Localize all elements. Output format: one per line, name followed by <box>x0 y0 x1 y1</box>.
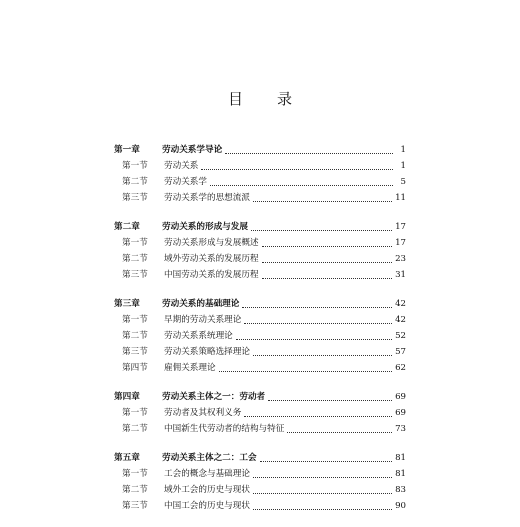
section-number: 第一节 <box>122 161 148 171</box>
section-number: 第二节 <box>122 177 148 187</box>
leader-dots <box>253 191 392 202</box>
section-title: 劳动关系系统理论 <box>164 331 233 341</box>
chapter-block <box>114 296 406 376</box>
chapter-number: 第五章 <box>114 453 140 463</box>
leader-dots <box>253 483 392 494</box>
page-number: 81 <box>395 453 406 463</box>
leader-dots <box>225 143 393 154</box>
leader-dots <box>244 406 392 417</box>
section-title: 中国工会的历史与现状 <box>164 501 250 511</box>
leader-dots <box>262 236 393 247</box>
leader-dots <box>242 297 392 308</box>
section-title: 中国劳动关系的发展历程 <box>164 270 259 280</box>
chapter-number: 第二章 <box>114 222 140 232</box>
section-entry[interactable] <box>114 466 406 482</box>
leader-dots <box>253 345 392 356</box>
leader-dots <box>253 499 392 510</box>
section-number: 第一节 <box>122 408 148 418</box>
chapter-block <box>114 389 406 437</box>
page-number: 69 <box>395 392 406 402</box>
page-number: 57 <box>395 347 406 357</box>
leader-dots <box>260 451 393 462</box>
section-number: 第二节 <box>122 424 148 434</box>
leader-dots <box>244 313 392 324</box>
section-entry[interactable] <box>114 158 406 174</box>
chapter-entry[interactable] <box>114 219 406 235</box>
chapter-entry[interactable] <box>114 450 406 466</box>
chapter-entry[interactable] <box>114 296 406 312</box>
leader-dots <box>251 220 392 231</box>
leader-dots <box>287 422 392 433</box>
chapter-number: 第一章 <box>114 145 140 155</box>
section-title: 劳动关系策略选择理论 <box>164 347 250 357</box>
chapter-title: 劳动关系主体之二：工会 <box>162 453 257 463</box>
section-entry[interactable] <box>114 421 406 437</box>
page-number: 23 <box>395 254 406 264</box>
leader-dots <box>262 268 393 279</box>
page-number: 1 <box>400 145 406 155</box>
section-entry[interactable] <box>114 328 406 344</box>
section-title: 早期的劳动关系理论 <box>164 315 242 325</box>
leader-dots <box>253 467 392 478</box>
page-number: 31 <box>395 270 406 280</box>
page-number: 42 <box>395 299 406 309</box>
section-title: 工会的概念与基础理论 <box>164 469 250 479</box>
chapter-title: 劳动关系的形成与发展 <box>162 222 248 232</box>
section-entry[interactable] <box>114 235 406 251</box>
page-number: 81 <box>395 469 406 479</box>
section-title: 雇佣关系理论 <box>164 363 216 373</box>
section-entry[interactable] <box>114 312 406 328</box>
section-number: 第三节 <box>122 501 148 511</box>
section-title: 域外工会的历史与现状 <box>164 485 250 495</box>
chapter-entry[interactable] <box>114 142 406 158</box>
section-entry[interactable] <box>114 498 406 514</box>
table-of-contents <box>114 142 406 527</box>
page-number: 11 <box>395 193 406 203</box>
page-number: 69 <box>395 408 406 418</box>
section-entry[interactable] <box>114 190 406 206</box>
page-number: 62 <box>395 363 406 373</box>
section-entry[interactable] <box>114 267 406 283</box>
chapter-block <box>114 219 406 283</box>
section-number: 第一节 <box>122 238 148 248</box>
leader-dots <box>201 159 393 170</box>
chapter-title: 劳动关系学导论 <box>162 145 223 155</box>
title-char-2: 录 <box>277 90 293 108</box>
section-entry[interactable] <box>114 405 406 421</box>
page-title <box>0 88 520 109</box>
section-entry[interactable] <box>114 344 406 360</box>
section-title: 劳动关系形成与发展概述 <box>164 238 259 248</box>
chapter-number: 第四章 <box>114 392 140 402</box>
section-number: 第一节 <box>122 469 148 479</box>
page-number: 1 <box>400 161 406 171</box>
section-entry[interactable] <box>114 360 406 376</box>
section-number: 第三节 <box>122 347 148 357</box>
section-number: 第三节 <box>122 270 148 280</box>
section-number: 第四节 <box>122 363 148 373</box>
page-number: 5 <box>400 177 406 187</box>
chapter-title: 劳动关系主体之一：劳动者 <box>162 392 266 402</box>
chapter-entry[interactable] <box>114 389 406 405</box>
section-number: 第二节 <box>122 254 148 264</box>
page-number: 90 <box>395 501 406 511</box>
leader-dots <box>262 252 393 263</box>
page-number: 52 <box>395 331 406 341</box>
section-number: 第二节 <box>122 485 148 495</box>
title-char-1: 目 <box>227 90 243 108</box>
page-number: 73 <box>395 424 406 434</box>
leader-dots <box>219 361 392 372</box>
chapter-number: 第三章 <box>114 299 140 309</box>
leader-dots <box>268 390 392 401</box>
section-title: 劳动关系学 <box>164 177 207 187</box>
chapter-block <box>114 450 406 514</box>
section-number: 第一节 <box>122 315 148 325</box>
section-title: 劳动者及其权利义务 <box>164 408 242 418</box>
leader-dots <box>210 175 393 186</box>
section-title: 劳动关系学的思想流派 <box>164 193 250 203</box>
page-number: 17 <box>395 238 406 248</box>
page-number: 17 <box>395 222 406 232</box>
section-entry[interactable] <box>114 482 406 498</box>
section-title: 域外劳动关系的发展历程 <box>164 254 259 264</box>
section-entry[interactable] <box>114 174 406 190</box>
section-entry[interactable] <box>114 251 406 267</box>
section-number: 第三节 <box>122 193 148 203</box>
page-number: 83 <box>395 485 406 495</box>
section-title: 劳动关系 <box>164 161 199 171</box>
section-title: 中国新生代劳动者的结构与特征 <box>164 424 285 434</box>
page-number: 42 <box>395 315 406 325</box>
section-number: 第二节 <box>122 331 148 341</box>
chapter-block <box>114 142 406 206</box>
leader-dots <box>236 329 392 340</box>
chapter-title: 劳动关系的基础理论 <box>162 299 240 309</box>
